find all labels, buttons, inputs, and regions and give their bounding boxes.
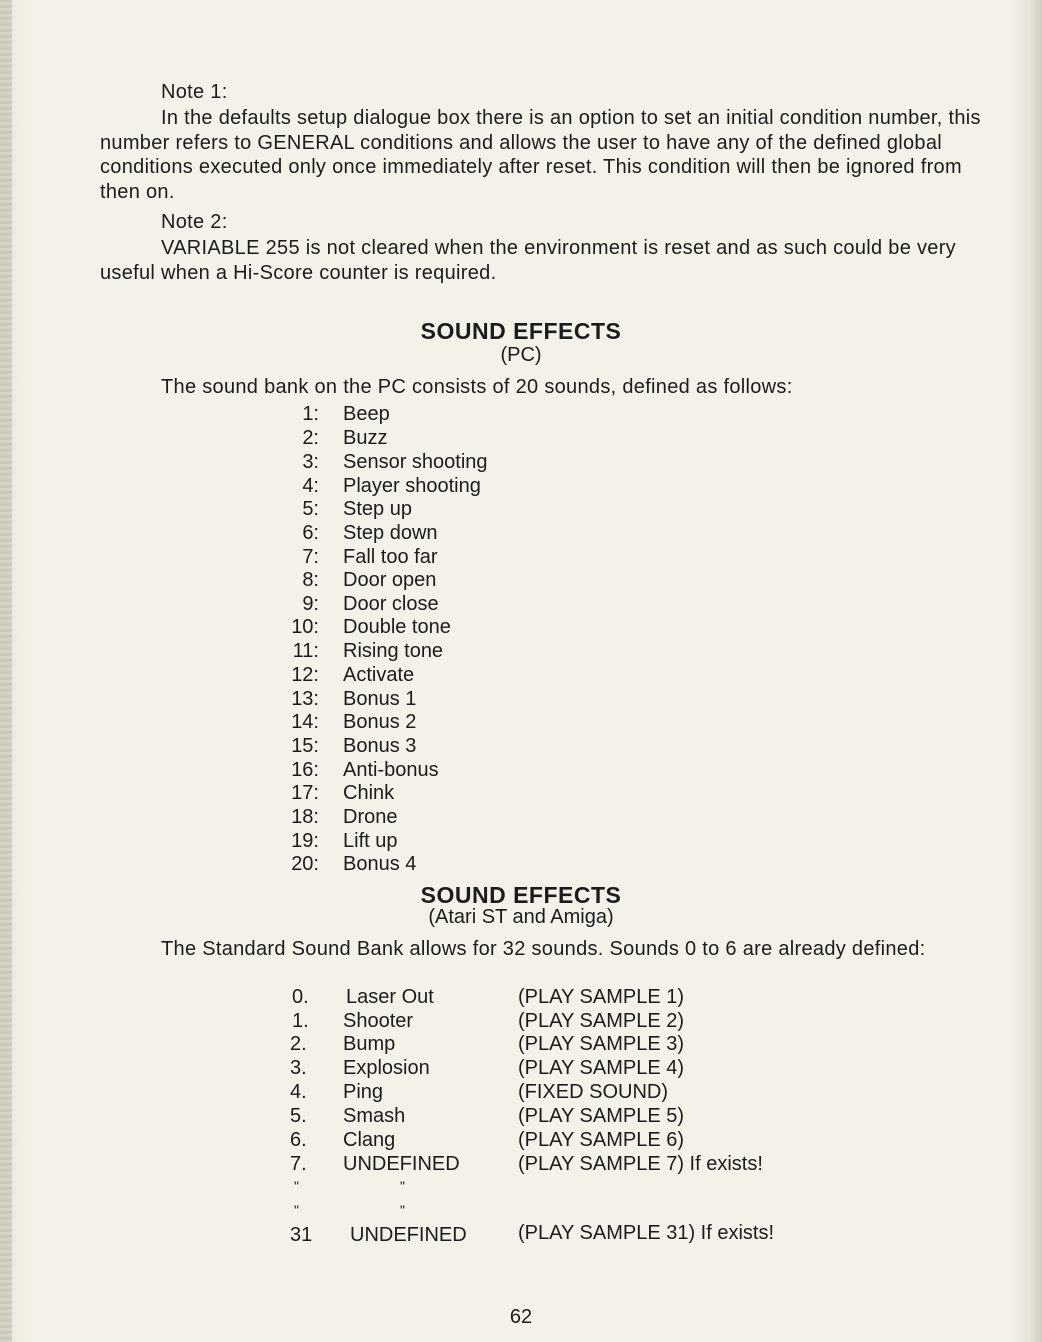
pc-sound-name: Bonus 3	[343, 735, 417, 757]
pc-sound-number: 16:	[291, 759, 319, 781]
pc-sound-name: Lift up	[343, 830, 398, 852]
atari-sound-action: (PLAY SAMPLE 2)	[518, 1010, 684, 1032]
atari-sound-number: 31	[290, 1224, 313, 1246]
atari-sound-number: 7.	[290, 1153, 307, 1175]
pc-sound-name: Chink	[343, 782, 395, 804]
atari-section-intro: The Standard Sound Bank allows for 32 sounds. Sounds 0 to 6 are already defined:	[161, 938, 926, 960]
atari-sound-number: 4.	[290, 1081, 307, 1103]
pc-sound-name: Bonus 1	[343, 688, 417, 710]
atari-sound-name: UNDEFINED	[343, 1153, 460, 1175]
pc-sound-number: 10:	[291, 616, 319, 638]
ditto-mark: "	[400, 1202, 405, 1218]
atari-sound-name: UNDEFINED	[350, 1224, 467, 1246]
atari-sound-action: (PLAY SAMPLE 4)	[518, 1057, 684, 1079]
pc-sound-name: Bonus 4	[343, 853, 417, 875]
pc-sound-name: Fall too far	[343, 546, 438, 568]
note2-title: Note 2:	[161, 211, 228, 233]
pc-sound-name: Bonus 2	[343, 711, 417, 733]
pc-sound-number: 20:	[291, 853, 319, 875]
pc-section-subheading: (PC)	[500, 344, 542, 366]
atari-sound-action: (PLAY SAMPLE 7) If exists!	[518, 1153, 763, 1175]
pc-sound-number: 2:	[302, 427, 319, 449]
pc-sound-name: Double tone	[343, 616, 451, 638]
pc-sound-name: Step down	[343, 522, 438, 544]
atari-sound-action: (PLAY SAMPLE 3)	[518, 1033, 684, 1055]
atari-sound-number: 2.	[290, 1033, 307, 1055]
atari-sound-action: (PLAY SAMPLE 31) If exists!	[518, 1222, 775, 1244]
pc-sound-number: 7:	[302, 546, 319, 568]
atari-sound-action: (PLAY SAMPLE 5)	[518, 1105, 684, 1127]
pc-sound-name: Beep	[343, 403, 390, 425]
atari-sound-number: 6.	[290, 1129, 307, 1151]
pc-sound-name: Rising tone	[343, 640, 444, 662]
pc-sound-number: 12:	[291, 664, 319, 686]
pc-sound-number: 13:	[291, 688, 319, 710]
pc-sound-number: 19:	[291, 830, 319, 852]
pc-sound-name: Sensor shooting	[343, 451, 488, 473]
pc-sound-number: 15:	[291, 735, 319, 757]
pc-sound-number: 18:	[291, 806, 319, 828]
atari-sound-name: Shooter	[343, 1010, 414, 1032]
pc-sound-number: 9:	[302, 593, 319, 615]
ditto-mark: "	[294, 1178, 299, 1194]
pc-sound-name: Activate	[343, 664, 415, 686]
atari-section-heading: SOUND EFFECTS	[420, 882, 622, 908]
pc-sound-name: Door close	[343, 593, 439, 615]
ditto-mark: "	[400, 1178, 405, 1194]
pc-sound-name: Anti-bonus	[343, 759, 439, 781]
pc-sound-number: 11:	[292, 640, 319, 662]
note1-title: Note 1:	[161, 81, 228, 103]
pc-sound-number: 14:	[291, 711, 319, 733]
pc-section-intro: The sound bank on the PC consists of 20 sounds, defined as follows:	[161, 376, 793, 398]
atari-sound-name: Bump	[343, 1033, 396, 1055]
atari-sound-action: (PLAY SAMPLE 1)	[518, 986, 684, 1008]
pc-sound-number: 5:	[302, 498, 319, 520]
pc-sound-name: Step up	[343, 498, 412, 520]
atari-sound-name: Clang	[343, 1129, 396, 1151]
atari-sound-number: 0.	[292, 986, 309, 1008]
pc-sound-name: Player shooting	[343, 475, 481, 497]
atari-sound-action: (PLAY SAMPLE 6)	[518, 1129, 684, 1151]
pc-sound-name: Door open	[343, 569, 437, 591]
atari-sound-name: Laser Out	[346, 986, 434, 1008]
pc-sound-name: Drone	[343, 806, 398, 828]
atari-sound-name: Ping	[343, 1081, 384, 1103]
pc-sound-number: 4:	[302, 475, 319, 497]
page-number: 62	[509, 1306, 533, 1328]
note1-body: In the defaults setup dialogue box there is an option to set an initial condition number, this number refers to GENERAL conditions and allows the user to have any of the defined global conditions executed only once immediately after reset. This condition will then be ignored from then on.	[100, 107, 981, 203]
pc-sound-number: 6:	[302, 522, 319, 544]
pc-sound-number: 17:	[291, 782, 319, 804]
pc-section-heading: SOUND EFFECTS	[420, 318, 622, 344]
atari-sound-name: Explosion	[343, 1057, 430, 1079]
atari-sound-number: 3.	[290, 1057, 307, 1079]
note2-body: VARIABLE 255 is not cleared when the environment is reset and as such could be very useful when a Hi-Score counter is required.	[100, 237, 956, 284]
page-binding-edge	[0, 0, 12, 1342]
pc-sound-number: 1:	[302, 403, 319, 425]
atari-section-subheading: (Atari ST and Amiga)	[428, 906, 614, 928]
atari-sound-action: (FIXED SOUND)	[518, 1081, 668, 1103]
atari-sound-name: Smash	[343, 1105, 406, 1127]
atari-sound-number: 5.	[290, 1105, 307, 1127]
pc-sound-name: Buzz	[343, 427, 388, 449]
ditto-mark: "	[294, 1202, 299, 1218]
pc-sound-number: 8:	[302, 569, 319, 591]
pc-sound-number: 3:	[302, 451, 319, 473]
atari-sound-number: 1.	[292, 1010, 309, 1032]
